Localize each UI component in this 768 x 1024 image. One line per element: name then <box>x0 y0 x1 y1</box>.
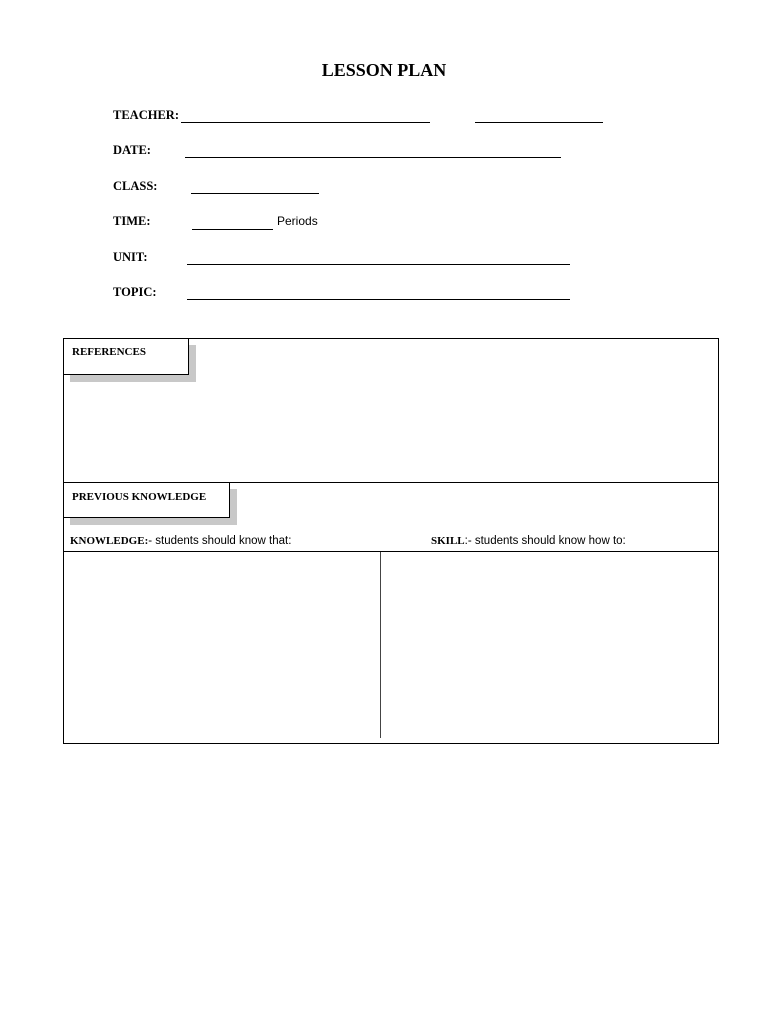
knowledge-area[interactable] <box>68 555 374 735</box>
references-area[interactable] <box>72 379 712 479</box>
skill-label: SKILL <box>431 535 465 547</box>
class-line[interactable] <box>191 193 319 194</box>
skill-area[interactable] <box>386 555 712 735</box>
teacher-name-line[interactable] <box>181 122 430 123</box>
periods-text: Periods <box>277 214 318 228</box>
column-separator <box>380 552 381 738</box>
previous-knowledge-heading: PREVIOUS KNOWLEDGE <box>72 491 207 503</box>
topic-line[interactable] <box>187 299 570 300</box>
lesson-table <box>63 338 719 744</box>
teacher-label: TEACHER: <box>113 108 179 122</box>
skill-line <box>431 535 626 547</box>
date-line[interactable] <box>185 157 561 158</box>
class-label: CLASS: <box>113 179 158 193</box>
unit-line[interactable] <box>187 264 570 265</box>
knowledge-line <box>70 535 291 547</box>
references-heading: REFERENCES <box>72 346 146 358</box>
topic-label: TOPIC: <box>113 285 157 299</box>
date-label: DATE: <box>113 143 151 157</box>
knowledge-text: - students should know that: <box>148 535 292 547</box>
columns-divider <box>64 551 718 552</box>
page-title: LESSON PLAN <box>321 60 447 80</box>
teacher-extra-line[interactable] <box>475 122 603 123</box>
previous-knowledge-tab <box>63 482 230 518</box>
knowledge-label: KNOWLEDGE: <box>70 535 149 547</box>
time-label: TIME: <box>113 214 151 228</box>
time-line[interactable] <box>192 229 273 230</box>
references-tab <box>63 338 189 375</box>
skill-text: :- students should know how to: <box>464 535 626 547</box>
unit-label: UNIT: <box>113 250 148 264</box>
